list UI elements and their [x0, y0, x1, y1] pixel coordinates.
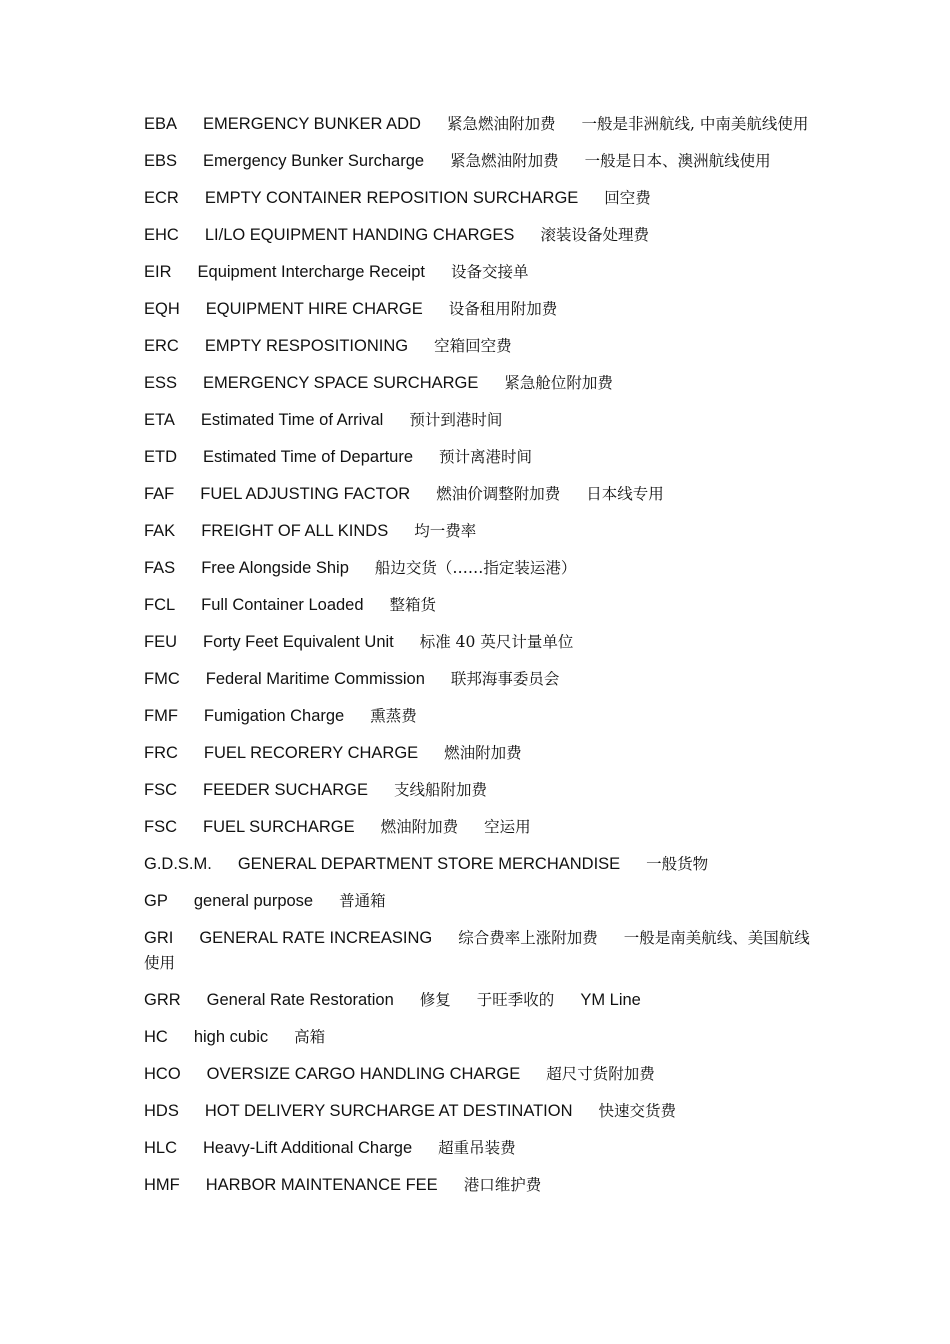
- entry-term: FUEL SURCHARGE: [203, 818, 355, 836]
- entry-code: FSC: [144, 818, 177, 836]
- glossary-entry: [144, 852, 814, 877]
- entry-chinese: 设备交接单: [450, 263, 529, 281]
- entry-note: 日本线专用: [586, 485, 664, 503]
- entry-term: FUEL ADJUSTING FACTOR: [200, 485, 411, 503]
- entry-code: GRI: [144, 929, 174, 947]
- entry-code: EBA: [144, 115, 178, 133]
- entry-chinese: 滚装设备处理费: [540, 226, 649, 244]
- entry-chinese: 预计到港时间: [409, 411, 503, 429]
- glossary-entry: [144, 889, 814, 914]
- entry-term: Free Alongside Ship: [201, 559, 349, 577]
- entry-term: HARBOR MAINTENANCE FEE: [205, 1176, 438, 1194]
- entry-code: EBS: [144, 152, 178, 170]
- entry-chinese: 紧急燃油附加费: [450, 152, 559, 170]
- entry-code: EQH: [144, 300, 180, 318]
- entry-term: FUEL RECORERY CHARGE: [203, 744, 419, 762]
- entry-chinese: 整箱货: [389, 596, 437, 614]
- glossary-entry: [144, 1099, 814, 1124]
- entry-term: HOT DELIVERY SURCHARGE AT DESTINATION: [204, 1102, 573, 1120]
- glossary-entry: [144, 1173, 814, 1198]
- glossary-entry: [144, 630, 814, 655]
- entry-chinese: 紧急燃油附加费: [446, 115, 556, 133]
- entry-term: OVERSIZE CARGO HANDLING CHARGE: [206, 1065, 521, 1083]
- entry-term: GENERAL RATE INCREASING: [199, 929, 433, 947]
- glossary-entry: [144, 593, 814, 618]
- entry-chinese: 空箱回空费: [434, 337, 512, 355]
- entry-term: Estimated Time of Departure: [203, 448, 414, 466]
- entry-note: 一般是非洲航线, 中南美航线使用: [581, 115, 809, 133]
- entry-code: FCL: [144, 596, 176, 614]
- entry-chinese: 修复: [419, 991, 451, 1009]
- entry-code: ERC: [144, 337, 179, 355]
- entry-code: HLC: [144, 1139, 178, 1157]
- entry-term: Federal Maritime Commission: [205, 670, 425, 688]
- entry-note: 一般是南美航线、美国航线使用: [144, 929, 810, 972]
- entry-code: G.D.S.M.: [144, 855, 212, 873]
- entry-chinese: 均一费率: [414, 522, 477, 540]
- glossary-entry: [144, 297, 814, 322]
- entry-chinese: 燃油附加费: [380, 818, 459, 836]
- entry-code: HCO: [144, 1065, 181, 1083]
- entry-code: FAS: [144, 559, 176, 577]
- entry-chinese: 普通箱: [339, 892, 386, 910]
- entry-term: EMPTY CONTAINER REPOSITION SURCHARGE: [204, 189, 579, 207]
- entry-note: 空运用: [484, 818, 531, 836]
- glossary-entry: [144, 988, 814, 1013]
- glossary-list: [144, 112, 814, 1210]
- glossary-entry: [144, 149, 814, 174]
- glossary-entry: [144, 1062, 814, 1087]
- entry-code: FEU: [144, 633, 177, 651]
- entry-code: ETD: [144, 448, 177, 466]
- entry-chinese: 预计离港时间: [439, 448, 533, 466]
- glossary-entry: [144, 815, 814, 840]
- entry-term: LI/LO EQUIPMENT HANDING CHARGES: [204, 226, 515, 244]
- entry-term: Emergency Bunker Surcharge: [203, 152, 425, 170]
- glossary-entry: [144, 334, 814, 359]
- glossary-entry: [144, 1025, 814, 1050]
- entry-chinese: 一般货物: [646, 855, 709, 873]
- entry-chinese: 综合费率上涨附加费: [458, 929, 598, 947]
- entry-code: ECR: [144, 189, 179, 207]
- entry-extra: YM Line: [580, 991, 641, 1009]
- entry-chinese: 快速交货费: [598, 1102, 677, 1120]
- glossary-entry: [144, 260, 814, 285]
- entry-term: Forty Feet Equivalent Unit: [203, 633, 394, 651]
- entry-term: general purpose: [193, 892, 314, 910]
- entry-chinese: 港口维护费: [463, 1176, 542, 1194]
- entry-term: General Rate Restoration: [206, 991, 394, 1009]
- entry-code: FMC: [144, 670, 180, 688]
- entry-code: GP: [144, 892, 168, 910]
- entry-chinese: 燃油附加费: [444, 744, 522, 762]
- entry-chinese: 设备租用附加费: [448, 300, 558, 318]
- entry-chinese: 船边交货（……指定装运港）: [374, 559, 577, 577]
- entry-term: high cubic: [193, 1028, 269, 1046]
- entry-code: FMF: [144, 707, 178, 725]
- glossary-entry: [144, 778, 814, 803]
- entry-chinese: 超尺寸货附加费: [546, 1065, 655, 1083]
- entry-chinese: 超重吊装费: [438, 1139, 516, 1157]
- entry-term: FREIGHT OF ALL KINDS: [201, 522, 389, 540]
- entry-term: EQUIPMENT HIRE CHARGE: [205, 300, 423, 318]
- entry-code: FRC: [144, 744, 178, 762]
- entry-term: EMPTY RESPOSITIONING: [204, 337, 409, 355]
- entry-chinese: 紧急舱位附加费: [504, 374, 613, 392]
- entry-chinese: 高箱: [294, 1028, 326, 1046]
- entry-chinese: 回空费: [604, 189, 651, 207]
- glossary-entry: [144, 741, 814, 766]
- entry-term: Estimated Time of Arrival: [200, 411, 384, 429]
- glossary-entry: [144, 926, 814, 976]
- entry-code: ETA: [144, 411, 175, 429]
- entry-chinese: 支线船附加费: [394, 781, 488, 799]
- entry-chinese: 燃油价调整附加费: [436, 485, 561, 503]
- entry-term: Heavy-Lift Additional Charge: [203, 1139, 413, 1157]
- entry-code: FAK: [144, 522, 176, 540]
- entry-code: HMF: [144, 1176, 180, 1194]
- glossary-entry: [144, 371, 814, 396]
- glossary-entry: [144, 112, 814, 137]
- glossary-entry: [144, 519, 814, 544]
- entry-term: Fumigation Charge: [203, 707, 345, 725]
- entry-code: FAF: [144, 485, 175, 503]
- glossary-entry: [144, 482, 814, 507]
- glossary-entry: [144, 704, 814, 729]
- glossary-entry: [144, 1136, 814, 1161]
- glossary-entry: [144, 445, 814, 470]
- entry-code: FSC: [144, 781, 177, 799]
- entry-code: GRR: [144, 991, 181, 1009]
- entry-note: 一般是日本、澳洲航线使用: [584, 152, 771, 170]
- entry-chinese: 标准 40 英尺计量单位: [419, 633, 574, 651]
- entry-term: Full Container Loaded: [201, 596, 364, 614]
- entry-code: EIR: [144, 263, 172, 281]
- glossary-entry: [144, 667, 814, 692]
- entry-note: 于旺季收的: [476, 991, 555, 1009]
- entry-term: FEEDER SUCHARGE: [203, 781, 369, 799]
- entry-chinese: 联邦海事委员会: [450, 670, 560, 688]
- entry-term: EMERGENCY BUNKER ADD: [203, 115, 421, 133]
- entry-code: HDS: [144, 1102, 179, 1120]
- entry-term: Equipment Intercharge Receipt: [197, 263, 425, 281]
- glossary-entry: [144, 556, 814, 581]
- entry-chinese: 熏蒸费: [370, 707, 417, 725]
- entry-code: EHC: [144, 226, 179, 244]
- entry-term: EMERGENCY SPACE SURCHARGE: [203, 374, 479, 392]
- glossary-entry: [144, 408, 814, 433]
- glossary-entry: [144, 223, 814, 248]
- entry-code: ESS: [144, 374, 178, 392]
- entry-term: GENERAL DEPARTMENT STORE MERCHANDISE: [237, 855, 621, 873]
- entry-code: HC: [144, 1028, 168, 1046]
- glossary-entry: [144, 186, 814, 211]
